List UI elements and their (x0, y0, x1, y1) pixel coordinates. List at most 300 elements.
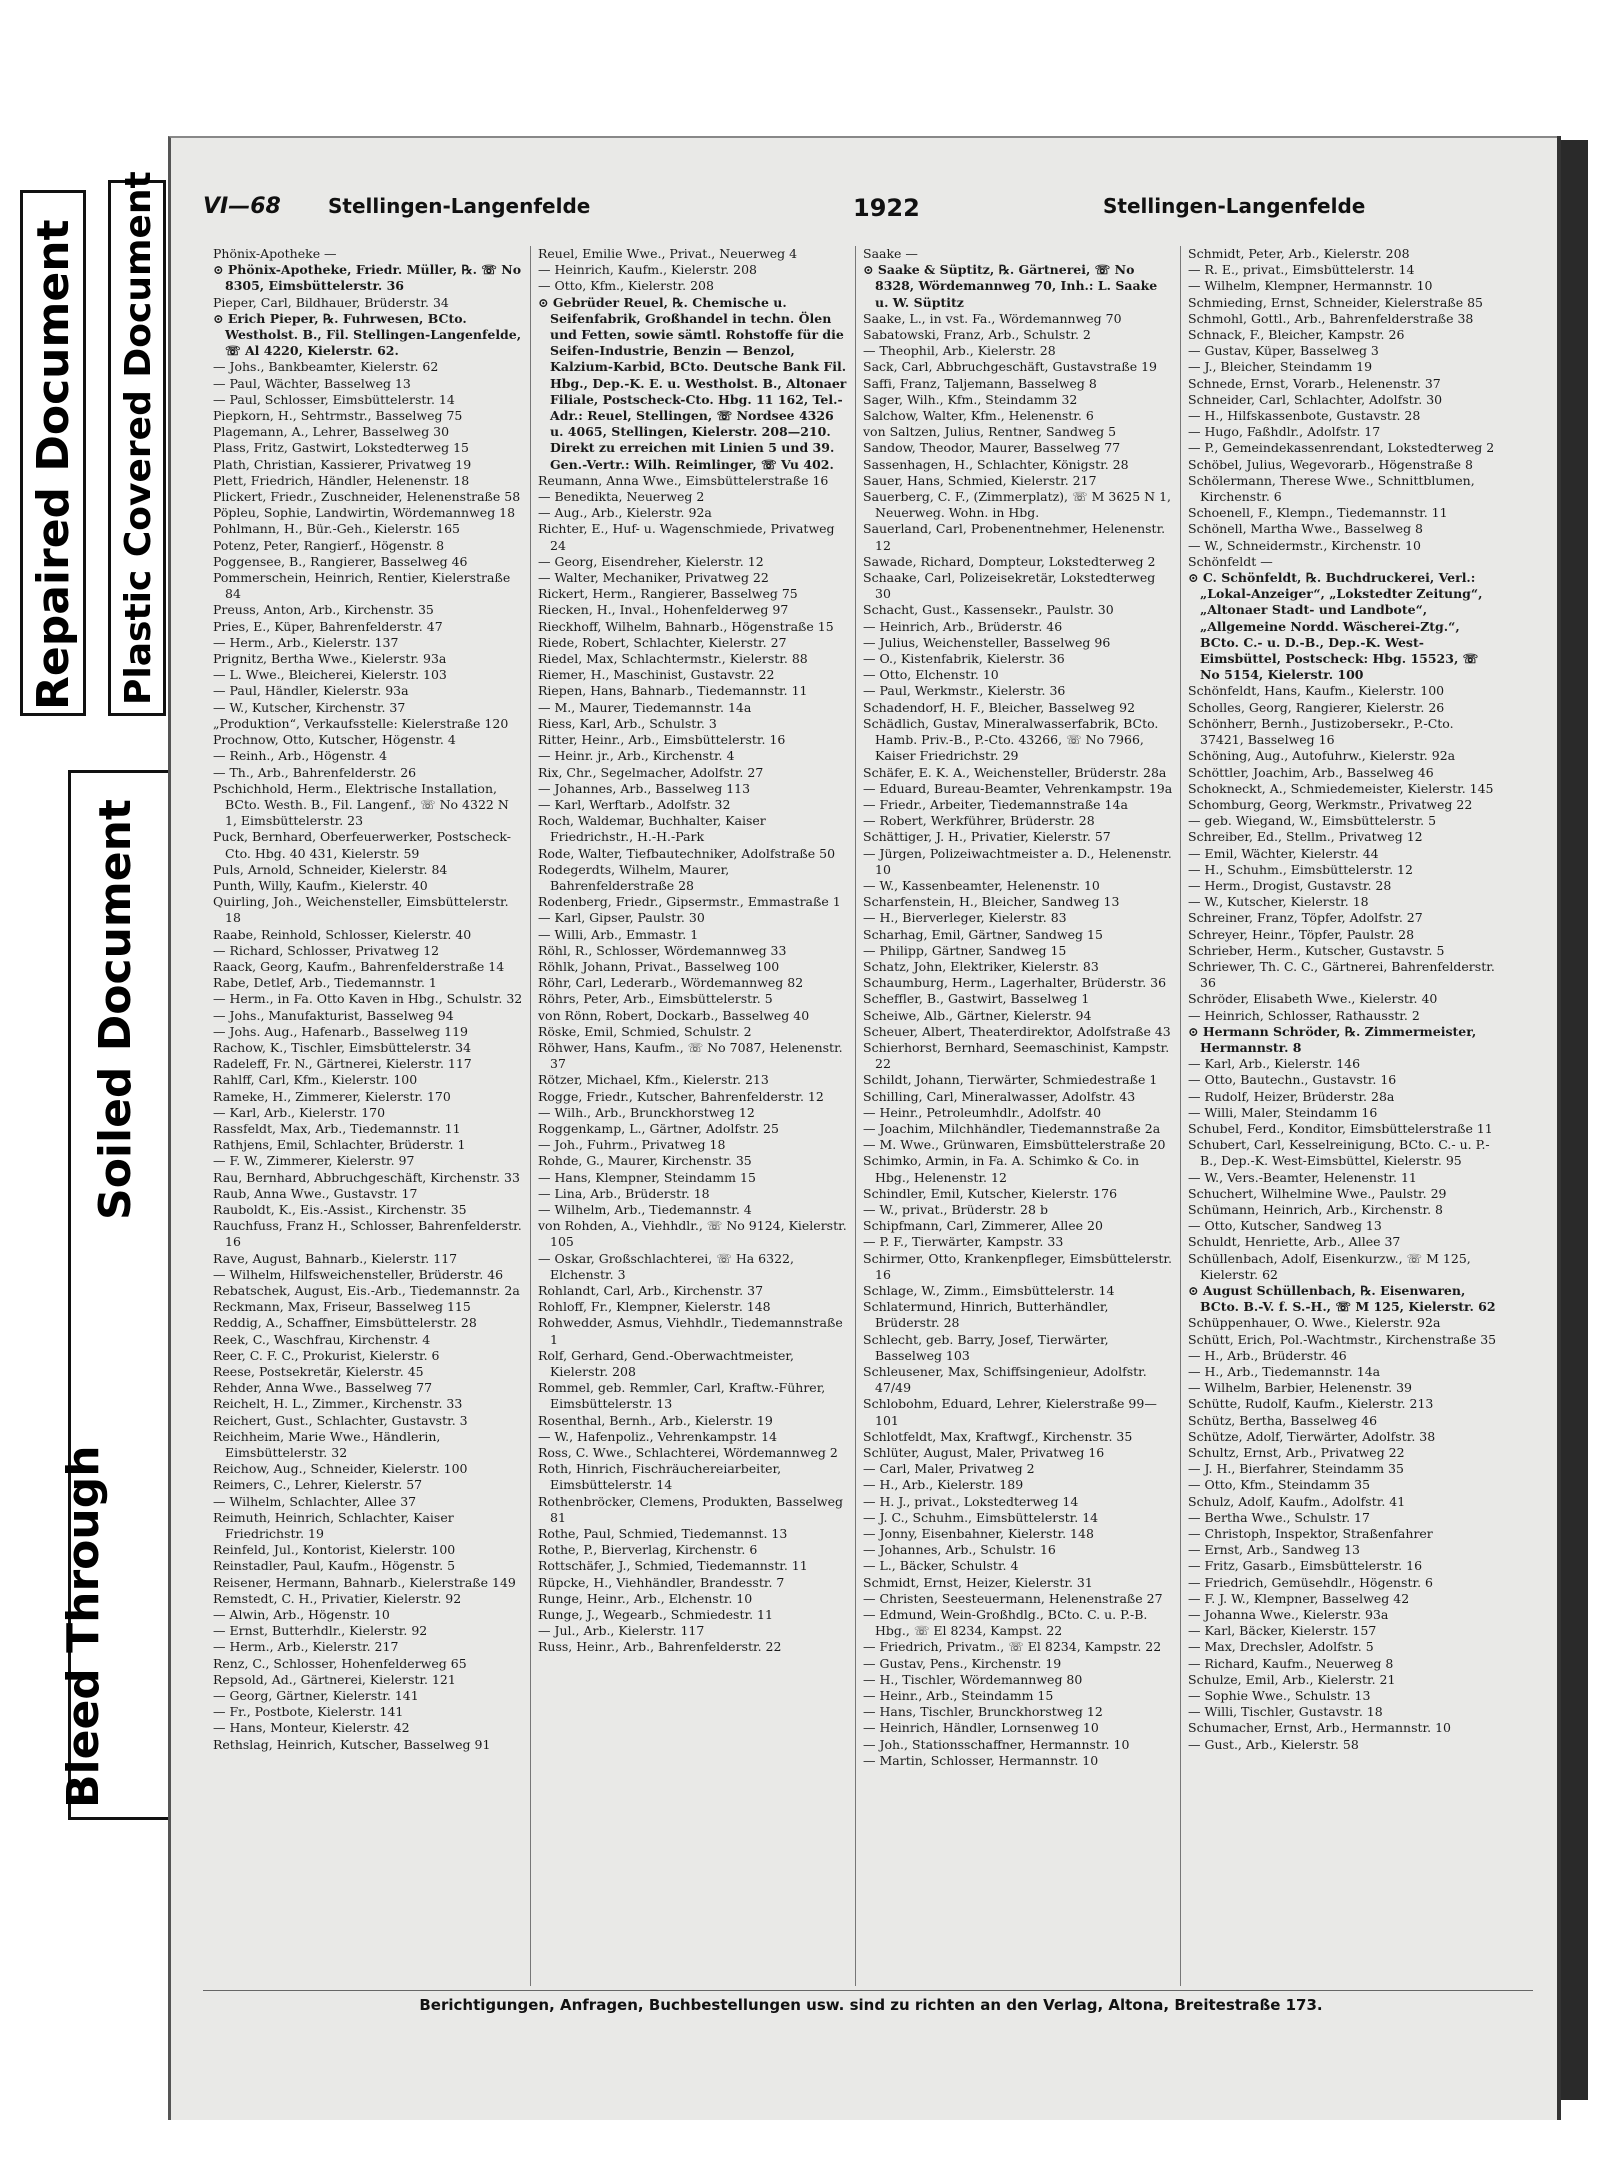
directory-entry: ⊙ Saake & Süptitz, ℞. Gärtnerei, ☏ No 8328, Wördemannweg 70, Inh.: L. Saake u. W. Süptitz (863, 262, 1158, 310)
directory-entry: — Walter, Mechaniker, Privatweg 22 (538, 570, 769, 586)
directory-entry: Schubert, Carl, Kesselreinigung, BCto. C.- u. P.-B., Dep.-K. West-Eimsbüttel, Kielerstr. 95 (1188, 1137, 1490, 1169)
directory-entry: — W., Kutscher, Kirchenstr. 37 (213, 699, 406, 715)
plastic-covered-label: Plastic Covered Document (118, 171, 159, 705)
directory-entry: Pries, E., Küper, Bahrenfelderstr. 47 (213, 618, 443, 634)
directory-entry: Schümann, Heinrich, Arb., Kirchenstr. 8 (1188, 1201, 1444, 1217)
directory-entry: Piepkorn, H., Sehtrmstr., Basselweg 75 (213, 408, 463, 424)
directory-entry: — L., Bäcker, Schulstr. 4 (863, 1558, 1019, 1574)
directory-entry: — H., Bierverleger, Kielerstr. 83 (863, 910, 1067, 926)
directory-entry: — L. Wwe., Bleicherei, Kielerstr. 103 (213, 667, 447, 683)
directory-entry: — Rudolf, Heizer, Brüderstr. 28a (1188, 1088, 1395, 1104)
directory-entry: Schmidt, Peter, Arb., Kielerstr. 208 (1188, 246, 1410, 261)
directory-entry: Röske, Emil, Schmied, Schulstr. 2 (538, 1023, 752, 1039)
directory-entry: — Karl, Werftarb., Adolfstr. 32 (538, 796, 731, 812)
directory-entry: Schipfmann, Carl, Zimmerer, Allee 20 (863, 1218, 1103, 1234)
directory-entry: — W., Schneidermstr., Kirchenstr. 10 (1188, 537, 1422, 553)
directory-entry: — P. F., Tierwärter, Kampstr. 33 (863, 1234, 1064, 1250)
directory-entry: — M., Maurer, Tiedemannstr. 14a (538, 699, 752, 715)
directory-entry: — Julius, Weichensteller, Basselweg 96 (863, 634, 1111, 650)
directory-entry: ⊙ Erich Pieper, ℞. Fuhrwesen, BCto. Westholst. B., Fil. Stellingen-Langenfelde, ☏ Al 4220, Kielerstr. 62. (213, 310, 522, 359)
bleed-through-label: Bleed Through (58, 1445, 109, 1808)
directory-entry: — Paul, Händler, Kielerstr. 93a (213, 683, 409, 699)
directory-entry: — Fritz, Gasarb., Eimsbüttelerstr. 16 (1188, 1558, 1423, 1574)
page-edge (1558, 140, 1588, 2100)
directory-entry: Schuldt, Henriette, Arb., Allee 37 (1188, 1234, 1401, 1250)
directory-entry: Schütte, Rudolf, Kaufm., Kielerstr. 213 (1188, 1396, 1434, 1412)
directory-entry: — Gust., Arb., Kielerstr. 58 (1188, 1736, 1359, 1752)
directory-entry: Puls, Arnold, Schneider, Kielerstr. 84 (213, 861, 448, 877)
directory-entry: Schriewer, Th. C. C., Gärtnerei, Bahrenfelderstr. 36 (1188, 958, 1495, 991)
directory-entry: Rohlandt, Carl, Arb., Kirchenstr. 37 (538, 1283, 764, 1298)
directory-entry: — Lina, Arb., Brüderstr. 18 (538, 1185, 710, 1201)
directory-entry: Schlobohm, Eduard, Lehrer, Kielerstraße 99—101 (863, 1396, 1157, 1428)
directory-entry: Reinfeld, Jul., Kontorist, Kielerstr. 100 (213, 1542, 456, 1558)
directory-entry: Runge, Heinr., Arb., Elchenstr. 10 (538, 1590, 753, 1606)
directory-entry: Rötzer, Michael, Kfm., Kielerstr. 213 (538, 1072, 769, 1088)
directory-entry: Schütze, Adolf, Tierwärter, Adolfstr. 38 (1188, 1428, 1436, 1444)
directory-entry: Schimko, Armin, in Fa. A. Schimko & Co. in Hbg., Helenenstr. 12 (863, 1153, 1140, 1185)
directory-entry: — J. H., Bierfahrer, Steindamm 35 (1188, 1461, 1404, 1477)
directory-entry: — Heinr. jr., Arb., Kirchenstr. 4 (538, 748, 735, 764)
directory-entry: Rave, August, Bahnarb., Kielerstr. 117 (213, 1250, 458, 1266)
directory-entry: — Johannes, Arb., Basselweg 113 (538, 780, 751, 796)
directory-entry: Sack, Carl, Abbruchgeschäft, Gustavstraße 19 (863, 359, 1157, 375)
directory-entry: — Karl, Gipser, Paulstr. 30 (538, 910, 705, 926)
directory-entry: Schilling, Carl, Mineralwasser, Adolfstr. 43 (863, 1088, 1136, 1104)
directory-entry: Schatz, John, Elektriker, Kielerstr. 83 (863, 958, 1099, 974)
directory-entry: Rauchfuss, Franz H., Schlosser, Bahrenfelderstr. 16 (213, 1218, 522, 1250)
directory-entry: — Otto, Elchenstr. 10 (863, 667, 999, 683)
directory-entry: Rommel, geb. Remmler, Carl, Kraftw.-Führer, Eimsbüttelerstr. 13 (538, 1380, 826, 1412)
directory-entry: Sauerberg, C. F., (Zimmerplatz), ☏ M 3625 N 1, Neuerweg. Wohn. in Hbg. (863, 489, 1171, 521)
directory-entry: ⊙ August Schüllenbach, ℞. Eisenwaren, BCto. B.-V. f. S.-H., ☏ M 125, Kielerstr. 62 (1188, 1283, 1496, 1315)
directory-entry: — W., Vers.-Beamter, Helenenstr. 11 (1188, 1169, 1417, 1185)
directory-entry: — Alwin, Arb., Högenstr. 10 (213, 1607, 390, 1623)
header-city-right: Stellingen-Langenfelde (1103, 194, 1366, 218)
directory-entry: Scheiwe, Alb., Gärtner, Kielerstr. 94 (863, 1007, 1092, 1023)
directory-entry: von Rönn, Robert, Dockarb., Basselweg 40 (538, 1007, 810, 1023)
directory-entry: Schlage, W., Zimm., Eimsbüttelerstr. 14 (863, 1283, 1115, 1298)
directory-entry: Rottschäfer, J., Schmied, Tiedemannstr. 11 (538, 1558, 808, 1574)
directory-entry: — Sophie Wwe., Schulstr. 13 (1188, 1688, 1371, 1704)
directory-entry: Prochnow, Otto, Kutscher, Högenstr. 4 (213, 732, 456, 748)
directory-entry: Schulz, Adolf, Kaufm., Adolfstr. 41 (1188, 1493, 1406, 1509)
directory-entry: Plagemann, A., Lehrer, Basselweg 30 (213, 424, 450, 440)
directory-entry: Schaake, Carl, Polizeisekretär, Lokstedterweg 30 (863, 570, 1156, 602)
directory-entry: Pöpleu, Sophie, Landwirtin, Wördemannweg 18 (213, 505, 516, 521)
directory-entry: Reichow, Aug., Schneider, Kielerstr. 100 (213, 1461, 468, 1477)
directory-entry: Riede, Robert, Schlachter, Kielerstr. 27 (538, 634, 787, 650)
directory-entry: Schöbel, Julius, Wegevorarb., Högenstraße 8 (1188, 456, 1473, 472)
directory-entry: Schütt, Erich, Pol.-Wachtmstr., Kirchenstraße 35 (1188, 1331, 1497, 1347)
directory-entry: — Edmund, Wein-Großhdlg., BCto. C. u. P.-B. Hbg., ☏ El 8234, Kampst. 22 (863, 1607, 1148, 1639)
directory-entry: ⊙ Gebrüder Reuel, ℞. Chemische u. Seifenfabrik, Großhandel in techn. Ölen und Fetten, sowie sämtl. Rohstoffe für die Seifen-Industrie, Benzin — Benzol, Kalzium-Karbid, BCto. Deutsche Bank Fil. Hbg., Dep.-K. E. u. Westholst. B., Altonaer Filiale, Postscheck-Cto. Hbg. 11 162, Tel.-Adr.: Reuel, Stellingen, ☏ Nordsee 4326 u. 4065, Stellingen, Kielerstr. 208—210. Direkt zu erreichen mit Linien 5 und 39. Gen.-Vertr.: Wilh. Reimlinger, ☏ Vu 402. (538, 294, 847, 472)
directory-entry: — Hugo, Faßhdlr., Adolfstr. 17 (1188, 424, 1381, 440)
directory-entry: — F. W., Zimmerer, Kielerstr. 97 (213, 1153, 415, 1169)
directory-entry: Plickert, Friedr., Zuschneider, Helenenstraße 58 (213, 489, 521, 505)
directory-entry: — Herm., Arb., Kielerstr. 137 (213, 634, 399, 650)
directory-entry: Scharhag, Emil, Gärtner, Sandweg 15 (863, 926, 1103, 942)
directory-entry: Scholles, Georg, Rangierer, Kielerstr. 26 (1188, 699, 1445, 715)
directory-entry: Schönfeldt — (1188, 553, 1273, 569)
directory-entry: — Heinrich, Händler, Lornsenweg 10 (863, 1720, 1099, 1736)
directory-entry: Reese, Postsekretär, Kielerstr. 45 (213, 1364, 424, 1380)
directory-entry: — Heinrich, Schlosser, Rathausstr. 2 (1188, 1007, 1420, 1023)
publisher-footer: Berichtigungen, Anfragen, Buchbestellungen usw. sind zu richten an den Verlag, Altona, Breitestraße 173. (419, 1996, 1323, 2014)
directory-entry: — Robert, Werkführer, Brüderstr. 28 (863, 813, 1095, 829)
directory-entry: — Max, Drechsler, Adolfstr. 5 (1188, 1639, 1374, 1655)
directory-entry: Rassfeldt, Max, Arb., Tiedemannstr. 11 (213, 1120, 461, 1136)
directory-entry: — Gustav, Küper, Basselweg 3 (1188, 343, 1379, 359)
directory-entry: ⊙ C. Schönfeldt, ℞. Buchdruckerei, Verl.: „Lokal-Anzeiger“, „Lokstedter Zeitung“, „Altonaer Stadt- und Landbote“, „Allgemeine Nordd. Wäscherei-Ztg.“, BCto. C.- u. D.-B., Dep.-K. West-Eimsbüttel, Postscheck: Hbg. 15523, ☏ No 5154, Kielerstr. 100 (1188, 570, 1483, 683)
directory-entry: Punth, Willy, Kaufm., Kielerstr. 40 (213, 877, 428, 893)
directory-entry: — Jürgen, Polizeiwachtmeister a. D., Helenenstr. 10 (863, 845, 1172, 877)
directory-entry: ⊙ Phönix-Apotheke, Friedr. Müller, ℞. ☏ No 8305, Eimsbüttelerstr. 36 (213, 262, 522, 294)
directory-entry: — Wilhelm, Hilfsweichensteller, Brüderstr. 46 (213, 1266, 504, 1282)
column-divider (530, 246, 531, 1986)
directory-entry: — Jul., Arb., Kielerstr. 117 (538, 1623, 705, 1639)
directory-entry: Pieper, Carl, Bildhauer, Brüderstr. 34 (213, 294, 449, 310)
directory-entry: — Th., Arb., Bahrenfelderstr. 26 (213, 764, 417, 780)
directory-entry: Sabatowski, Franz, Arb., Schulstr. 2 (863, 327, 1091, 343)
directory-entry: ⊙ Hermann Schröder, ℞. Zimmermeister, Hermannstr. 8 (1188, 1023, 1477, 1055)
directory-entry: Renz, C., Schlosser, Hohenfelderweg 65 (213, 1655, 467, 1671)
directory-entry: — Georg, Eisendreher, Kielerstr. 12 (538, 553, 764, 569)
directory-entry: Schmohl, Gottl., Arb., Bahrenfelderstraße 38 (1188, 310, 1474, 326)
directory-entry: Röhrs, Peter, Arb., Eimsbüttelerstr. 5 (538, 991, 773, 1007)
directory-entry: Schönherr, Bernh., Justizobersekr., P.-Cto. 37421, Basselweg 16 (1188, 715, 1454, 748)
directory-entry: — Friedrich, Privatm., ☏ El 8234, Kampstr. 22 (863, 1639, 1162, 1655)
directory-entry: Richter, E., Huf- u. Wagenschmiede, Privatweg 24 (538, 521, 835, 553)
footer-rule (203, 1990, 1533, 1991)
directory-entry: Röhl, R., Schlosser, Wördemannweg 33 (538, 942, 787, 958)
directory-entry: — Johannes, Arb., Schulstr. 16 (863, 1542, 1056, 1558)
directory-entry: Reichert, Gust., Schlachter, Gustavstr. 3 (213, 1412, 468, 1428)
directory-entry: Scheffler, B., Gastwirt, Basselweg 1 (863, 991, 1090, 1007)
directory-entry: — H., Tischler, Wördemannweg 80 (863, 1671, 1083, 1687)
directory-entry: — Joh., Fuhrm., Privatweg 18 (538, 1137, 726, 1153)
directory-entry: — Ernst, Butterhdlr., Kielerstr. 92 (213, 1623, 428, 1639)
directory-entry: Schäfer, E. K. A., Weichensteller, Brüderstr. 28a (863, 764, 1167, 780)
directory-entry: — H. J., privat., Lokstedterweg 14 (863, 1493, 1079, 1509)
directory-entry: — W., Kassenbeamter, Helenenstr. 10 (863, 877, 1100, 893)
directory-entry: — J. C., Schuhm., Eimsbüttelerstr. 14 (863, 1509, 1099, 1525)
directory-entry: — Heinrich, Arb., Brüderstr. 46 (863, 618, 1063, 634)
directory-entry: Schöttler, Joachim, Arb., Basselweg 46 (1188, 764, 1434, 780)
directory-entry: — Wilhelm, Schlachter, Allee 37 (213, 1493, 417, 1509)
directory-entry: — Emil, Wächter, Kielerstr. 44 (1188, 845, 1379, 861)
directory-entry: — Jonny, Eisenbahner, Kielerstr. 148 (863, 1526, 1094, 1542)
directory-entry: — Aug., Arb., Kielerstr. 92a (538, 505, 712, 521)
header-year: 1922 (853, 194, 920, 222)
directory-entry: Runge, J., Wegearb., Schmiedestr. 11 (538, 1607, 773, 1623)
directory-entry: — Joachim, Milchhändler, Tiedemannstraße 2a (863, 1120, 1161, 1136)
directory-entry: Rau, Bernhard, Abbruchgeschäft, Kirchenstr. 33 (213, 1169, 520, 1185)
directory-entry: — geb. Wiegand, W., Eimsbüttelerstr. 5 (1188, 813, 1437, 829)
directory-entry: — Friedr., Arbeiter, Tiedemannstraße 14a (863, 796, 1128, 812)
directory-entry: Schädlich, Gustav, Mineralwasserfabrik, BCto. Hamb. Priv.-B., P.-Cto. 43266, ☏ No 7966, Kaiser Friedrichstr. 29 (863, 715, 1159, 764)
directory-entry: Schomburg, Georg, Werkmstr., Privatweg 22 (1188, 796, 1473, 812)
directory-entry: Sager, Wilh., Kfm., Steindamm 32 (863, 391, 1078, 407)
directory-entry: — W., privat., Brüderstr. 28 b (863, 1201, 1048, 1217)
directory-entry: — W., Kutscher, Kielerstr. 18 (1188, 894, 1369, 910)
directory-entry: Rüpcke, H., Viehhändler, Brandesstr. 7 (538, 1574, 785, 1590)
directory-entry: — Christen, Seesteuermann, Helenenstraße 27 (863, 1590, 1163, 1606)
directory-entry: — Reinh., Arb., Högenstr. 4 (213, 748, 388, 764)
directory-entry: — Wilh., Arb., Brunckhorstweg 12 (538, 1104, 755, 1120)
directory-entry: Saake, L., in vst. Fa., Wördemannweg 70 (863, 310, 1122, 326)
directory-entry: Raack, Georg, Kaufm., Bahrenfelderstraße 14 (213, 958, 505, 974)
directory-entry: Schmidt, Ernst, Heizer, Kielerstr. 31 (863, 1574, 1093, 1590)
directory-entry: Schreiber, Ed., Stellm., Privatweg 12 (1188, 829, 1423, 845)
directory-entry: — H., Arb., Brüderstr. 46 (1188, 1347, 1347, 1363)
directory-entry: — Johs., Bankbeamter, Kielerstr. 62 (213, 359, 439, 375)
directory-entry: Schütz, Bertha, Basselweg 46 (1188, 1412, 1378, 1428)
directory-entry: — F. J. W., Klempner, Basselweg 42 (1188, 1590, 1410, 1606)
directory-entry: — W., Hafenpoliz., Vehrenkampstr. 14 (538, 1428, 778, 1444)
column-divider (1180, 246, 1181, 1986)
directory-entry: Rickert, Herm., Rangierer, Basselweg 75 (538, 586, 798, 602)
directory-entry: Plass, Fritz, Gastwirt, Lokstedterweg 15 (213, 440, 469, 456)
directory-entry: — Otto, Kutscher, Sandweg 13 (1188, 1218, 1382, 1234)
directory-entry: Riecken, H., Inval., Hohenfelderweg 97 (538, 602, 789, 618)
directory-entry: Rauboldt, K., Eis.-Assist., Kirchenstr. 35 (213, 1201, 467, 1217)
directory-entry: Reer, C. F. C., Prokurist, Kielerstr. 6 (213, 1347, 440, 1363)
directory-entry: Potenz, Peter, Rangierf., Högenstr. 8 (213, 537, 445, 553)
directory-column-2 (538, 246, 848, 1986)
directory-entry: — Willi, Tischler, Gustavstr. 18 (1188, 1704, 1383, 1720)
directory-entry: „Produktion“, Verkaufsstelle: Kielerstraße 120 (213, 715, 509, 731)
header-city-left: Stellingen-Langenfelde (328, 194, 591, 218)
directory-entry: Rahlff, Carl, Kfm., Kielerstr. 100 (213, 1072, 418, 1088)
soiled-document-label: Soiled Document (90, 799, 141, 1220)
directory-entry: Schlüter, August, Maler, Privatweg 16 (863, 1445, 1105, 1461)
directory-entry: Schmieding, Ernst, Schneider, Kielerstraße 85 (1188, 294, 1484, 310)
directory-entry: Rachow, K., Tischler, Eimsbüttelerstr. 34 (213, 1039, 472, 1055)
directory-entry: — H., Hilfskassenbote, Gustavstr. 28 (1188, 408, 1421, 424)
directory-entry: Pohlmann, H., Bür.-Geh., Kielerstr. 165 (213, 521, 460, 537)
directory-entry: — Theophil, Arb., Kielerstr. 28 (863, 343, 1056, 359)
directory-entry: — Philipp, Gärtner, Sandweg 15 (863, 942, 1067, 958)
directory-entry: Reinstadler, Paul, Kaufm., Högenstr. 5 (213, 1558, 456, 1574)
directory-entry: Rode, Walter, Tiefbautechniker, Adolfstraße 50 (538, 845, 836, 861)
directory-entry: — Otto, Kfm., Kielerstr. 208 (538, 278, 714, 294)
directory-entry: — Hans, Tischler, Brunckhorstweg 12 (863, 1704, 1103, 1720)
directory-entry: Puck, Bernhard, Oberfeuerwerker, Postscheck-Cto. Hbg. 40 431, Kielerstr. 59 (213, 829, 511, 861)
directory-entry: Reckmann, Max, Friseur, Basselweg 115 (213, 1299, 471, 1315)
directory-entry: — Benedikta, Neuerweg 2 (538, 489, 705, 505)
directory-entry: Schumacher, Ernst, Arb., Hermannstr. 10 (1188, 1720, 1452, 1736)
directory-entry: — R. E., privat., Eimsbüttelerstr. 14 (1188, 262, 1415, 278)
directory-entry: — Karl, Bäcker, Kielerstr. 157 (1188, 1623, 1377, 1639)
directory-entry: Reek, C., Waschfrau, Kirchenstr. 4 (213, 1331, 431, 1347)
directory-entry: Schlecht, geb. Barry, Josef, Tierwärter, Basselweg 103 (863, 1331, 1109, 1363)
directory-entry: Reumann, Anna Wwe., Eimsbüttelerstraße 16 (538, 472, 829, 488)
directory-entry: Rebatschek, August, Eis.-Arb., Tiedemannstr. 2a (213, 1283, 520, 1298)
directory-entry: Scharfenstein, H., Bleicher, Sandweg 13 (863, 894, 1120, 910)
directory-entry: — Christoph, Inspektor, Straßenfahrer (1188, 1526, 1433, 1542)
directory-entry: Schüllenbach, Adolf, Eisenkurzw., ☏ M 125, Kielerstr. 62 (1188, 1250, 1471, 1282)
directory-entry: Rothe, Paul, Schmied, Tiedemannst. 13 (538, 1526, 788, 1542)
directory-entry: — Johanna Wwe., Kielerstr. 93a (1188, 1607, 1389, 1623)
directory-entry: Radeleff, Fr. N., Gärtnerei, Kielerstr. 117 (213, 1056, 472, 1072)
directory-entry: Plath, Christian, Kassierer, Privatweg 19 (213, 456, 472, 472)
directory-entry: Russ, Heinr., Arb., Bahrenfelderstr. 22 (538, 1639, 782, 1655)
directory-entry: Repsold, Ad., Gärtnerei, Kielerstr. 121 (213, 1671, 456, 1687)
directory-entry: Prignitz, Bertha Wwe., Kielerstr. 93a (213, 651, 447, 667)
directory-entry: — Ernst, Arb., Sandweg 13 (1188, 1542, 1360, 1558)
directory-entry: Schreyer, Heinr., Töpfer, Paulstr. 28 (1188, 926, 1415, 942)
scanned-page (168, 136, 1557, 2120)
directory-entry: von Saltzen, Julius, Rentner, Sandweg 5 (863, 424, 1117, 440)
directory-entry: Rosenthal, Bernh., Arb., Kielerstr. 19 (538, 1412, 773, 1428)
directory-entry: — Heinr., Arb., Steindamm 15 (863, 1688, 1054, 1704)
directory-entry: — Joh., Stationsschaffner, Hermannstr. 10 (863, 1736, 1130, 1752)
directory-entry: Rothe, P., Bierverlag, Kirchenstr. 6 (538, 1542, 758, 1558)
directory-entry: Röhr, Carl, Lederarb., Wördemannweg 82 (538, 975, 804, 991)
page-header (203, 194, 1533, 234)
directory-entry: Rameke, H., Zimmerer, Kielerstr. 170 (213, 1088, 451, 1104)
directory-entry: Reichheim, Marie Wwe., Händlerin, Eimsbüttelerstr. 32 (213, 1428, 441, 1461)
directory-entry: Roch, Waldemar, Buchhalter, Kaiser Friedrichstr., H.-H.-Park (538, 813, 766, 845)
column-divider (855, 246, 856, 1986)
directory-entry: Saake — (863, 246, 918, 261)
directory-entry: — H., Arb., Kielerstr. 189 (863, 1477, 1024, 1493)
repaired-document-label: Repaired Document (28, 219, 79, 710)
directory-entry: Schulze, Emil, Arb., Kielerstr. 21 (1188, 1671, 1396, 1687)
directory-entry: — Otto, Bautechn., Gustavstr. 16 (1188, 1072, 1397, 1088)
directory-entry: — Eduard, Bureau-Beamter, Vehrenkampstr. 19a (863, 780, 1173, 796)
directory-entry: Pommerschein, Heinrich, Rentier, Kielerstraße 84 (213, 570, 511, 602)
directory-entry: Roggenkamp, L., Gärtner, Adolfstr. 25 (538, 1120, 779, 1136)
directory-entry: Reuel, Emilie Wwe., Privat., Neuerweg 4 (538, 246, 798, 261)
directory-entry: Schönfeldt, Hans, Kaufm., Kielerstr. 100 (1188, 683, 1445, 699)
directory-entry: Schleusener, Max, Schiffsingenieur, Adolfstr. 47/49 (863, 1364, 1147, 1396)
directory-entry: Schokneckt, A., Schmiedemeister, Kielerstr. 145 (1188, 780, 1494, 796)
directory-entry: Plett, Friedrich, Händler, Helenenstr. 18 (213, 472, 470, 488)
directory-entry: Schrieber, Herm., Kutscher, Gustavstr. 5 (1188, 942, 1445, 958)
directory-entry: Schadendorf, H. F., Bleicher, Basselweg 92 (863, 699, 1136, 715)
directory-entry: Schölermann, Therese Wwe., Schnittblumen, Kirchenstr. 6 (1188, 472, 1475, 505)
directory-entry: Riedel, Max, Schlachtermstr., Kielerstr. 88 (538, 651, 808, 667)
directory-entry: — H., Schuhm., Eimsbüttelerstr. 12 (1188, 861, 1413, 877)
directory-entry: Raabe, Reinhold, Schlosser, Kielerstr. 40 (213, 926, 472, 942)
directory-entry: — M. Wwe., Grünwaren, Eimsbüttelerstraße 20 (863, 1137, 1166, 1153)
directory-entry: Rethslag, Heinrich, Kutscher, Basselweg 91 (213, 1736, 491, 1752)
directory-entry: — Richard, Schlosser, Privatweg 12 (213, 942, 440, 958)
directory-entry: Schlatermund, Hinrich, Butterhändler, Brüderstr. 28 (863, 1299, 1109, 1331)
directory-entry: Rabe, Detlef, Arb., Tiedemannstr. 1 (213, 975, 437, 991)
directory-entry: Schreiner, Franz, Töpfer, Adolfstr. 27 (1188, 910, 1423, 926)
directory-entry: — Paul, Wächter, Basselweg 13 (213, 375, 411, 391)
directory-entry: Scheuer, Albert, Theaterdirektor, Adolfstraße 43 (863, 1023, 1171, 1039)
directory-entry: Reisener, Hermann, Bahnarb., Kielerstraße 149 (213, 1574, 516, 1590)
directory-entry: Salchow, Walter, Kfm., Helenenstr. 6 (863, 408, 1094, 424)
directory-entry: Rieckhoff, Wilhelm, Bahnarb., Högenstraße 15 (538, 618, 834, 634)
directory-entry: Pschichhold, Herm., Elektrische Installation, BCto. Westh. B., Fil. Langenf., ☏ No 4322 N 1, Eimsbüttelerstr. 23 (213, 780, 509, 829)
directory-entry: Reichelt, H. L., Zimmer., Kirchenstr. 33 (213, 1396, 463, 1412)
directory-entry: Schnede, Ernst, Vorarb., Helenenstr. 37 (1188, 375, 1441, 391)
directory-entry: Schubel, Ferd., Konditor, Eimsbüttelerstraße 11 (1188, 1120, 1493, 1136)
directory-entry: — Paul, Schlosser, Eimsbüttelerstr. 14 (213, 391, 455, 407)
directory-entry: Quirling, Joh., Weichensteller, Eimsbüttelerstr. 18 (213, 894, 509, 926)
directory-entry: — Willi, Arb., Emmastr. 1 (538, 926, 699, 942)
directory-entry: — Karl, Arb., Kielerstr. 146 (1188, 1056, 1361, 1072)
directory-entry: Rothenbröcker, Clemens, Produkten, Basselweg 81 (538, 1493, 844, 1525)
directory-entry: Rohwedder, Asmus, Viehhdlr., Tiedemannstraße 1 (538, 1315, 843, 1347)
directory-entry: — Wilhelm, Arb., Tiedemannstr. 4 (538, 1201, 752, 1217)
directory-entry: Reimers, C., Lehrer, Kielerstr. 57 (213, 1477, 423, 1493)
directory-entry: Schüppenhauer, O. Wwe., Kielerstr. 92a (1188, 1315, 1441, 1331)
directory-entry: Sauerland, Carl, Probenentnehmer, Helenenstr. 12 (863, 521, 1166, 553)
directory-entry: Rogge, Friedr., Kutscher, Bahrenfelderstr. 12 (538, 1088, 824, 1104)
directory-entry: Sandow, Theodor, Maurer, Basselweg 77 (863, 440, 1121, 456)
directory-entry: Schneider, Carl, Schlachter, Adolfstr. 30 (1188, 391, 1443, 407)
directory-entry: Schaumburg, Herm., Lagerhalter, Brüderstr. 36 (863, 975, 1167, 991)
directory-entry: Sawade, Richard, Dompteur, Lokstedterweg 2 (863, 553, 1156, 569)
directory-entry: Schirmer, Otto, Krankenpfleger, Eimsbüttelerstr. 16 (863, 1250, 1172, 1282)
directory-entry: Schättiger, J. H., Privatier, Kielerstr. 57 (863, 829, 1111, 845)
directory-entry: Rolf, Gerhard, Gend.-Oberwachtmeister, Kielerstr. 208 (538, 1347, 794, 1380)
directory-entry: Riepen, Hans, Bahnarb., Tiedemannstr. 11 (538, 683, 808, 699)
directory-entry: — Johs., Manufakturist, Basselweg 94 (213, 1007, 454, 1023)
directory-entry: Schöning, Aug., Autofuhrw., Kielerstr. 92a (1188, 748, 1456, 764)
directory-entry: — Herm., Drogist, Gustavstr. 28 (1188, 877, 1392, 893)
directory-entry: — Richard, Kaufm., Neuerweg 8 (1188, 1655, 1394, 1671)
directory-entry: Schildt, Johann, Tierwärter, Schmiedestraße 1 (863, 1072, 1158, 1088)
directory-entry: — Martin, Schlosser, Hermannstr. 10 (863, 1752, 1099, 1768)
directory-entry: Röhlk, Johann, Privat., Basselweg 100 (538, 958, 780, 974)
directory-entry: Phönix-Apotheke — (213, 246, 337, 261)
directory-entry: Rohloff, Fr., Klempner, Kielerstr. 148 (538, 1299, 771, 1315)
directory-entry: — Hans, Klempner, Steindamm 15 (538, 1169, 756, 1185)
directory-entry: — Karl, Arb., Kielerstr. 170 (213, 1104, 386, 1120)
directory-entry: Reddig, A., Schaffner, Eimsbüttelerstr. 28 (213, 1315, 477, 1331)
directory-entry: — Heinr., Petroleumhdlr., Adolfstr. 40 (863, 1104, 1102, 1120)
directory-entry: — H., Arb., Tiedemannstr. 14a (1188, 1364, 1381, 1380)
directory-entry: — J., Bleicher, Steindamm 19 (1188, 359, 1373, 375)
directory-entry: Rohde, G., Maurer, Kirchenstr. 35 (538, 1153, 752, 1169)
directory-entry: — Georg, Gärtner, Kielerstr. 141 (213, 1688, 419, 1704)
directory-entry: Röhwer, Hans, Kaufm., ☏ No 7087, Helenenstr. 37 (538, 1039, 843, 1072)
directory-entry: — Herm., Arb., Kielerstr. 217 (213, 1639, 399, 1655)
directory-entry: Sauer, Hans, Schmied, Kielerstr. 217 (863, 472, 1097, 488)
directory-column-1 (213, 246, 523, 1986)
directory-entry: Schindler, Emil, Kutscher, Kielerstr. 176 (863, 1185, 1118, 1201)
directory-entry: Rathjens, Emil, Schlachter, Brüderstr. 1 (213, 1137, 466, 1153)
directory-entry: Schröder, Elisabeth Wwe., Kielerstr. 40 (1188, 991, 1438, 1007)
directory-entry: — Oskar, Großschlachterei, ☏ Ha 6322, Elchenstr. 3 (538, 1250, 794, 1282)
directory-entry: — Gustav, Pens., Kirchenstr. 19 (863, 1655, 1062, 1671)
directory-entry: Schönell, Martha Wwe., Basselweg 8 (1188, 521, 1424, 537)
directory-entry: Riemer, H., Maschinist, Gustavstr. 22 (538, 667, 775, 683)
directory-entry: Rodegerdts, Wilhelm, Maurer, Bahrenfelderstraße 28 (538, 861, 730, 893)
directory-entry: von Rohden, A., Viehhdlr., ☏ No 9124, Kielerstr. 105 (538, 1218, 847, 1250)
directory-entry: Raub, Anna Wwe., Gustavstr. 17 (213, 1185, 418, 1201)
directory-entry: Schlotfeldt, Max, Kraftwgf., Kirchenstr. 35 (863, 1428, 1133, 1444)
directory-entry: Saffi, Franz, Taljemann, Basselweg 8 (863, 375, 1097, 391)
directory-entry: — Bertha Wwe., Schulstr. 17 (1188, 1509, 1370, 1525)
directory-entry: Schoenell, F., Klempn., Tiedemannstr. 11 (1188, 505, 1448, 521)
directory-entry: Roth, Hinrich, Fischräuchereiarbeiter, Eimsbüttelerstr. 14 (538, 1461, 782, 1493)
directory-entry: Ritter, Heinr., Arb., Eimsbüttelerstr. 16 (538, 732, 786, 748)
page-number: VI—68 (203, 194, 281, 219)
directory-entry: — Paul, Werkmstr., Kielerstr. 36 (863, 683, 1066, 699)
directory-entry: — Johs. Aug., Hafenarb., Basselweg 119 (213, 1023, 468, 1039)
directory-entry: Preuss, Anton, Arb., Kirchenstr. 35 (213, 602, 434, 618)
directory-entry: Riess, Karl, Arb., Schulstr. 3 (538, 715, 717, 731)
directory-column-3 (863, 246, 1173, 1986)
